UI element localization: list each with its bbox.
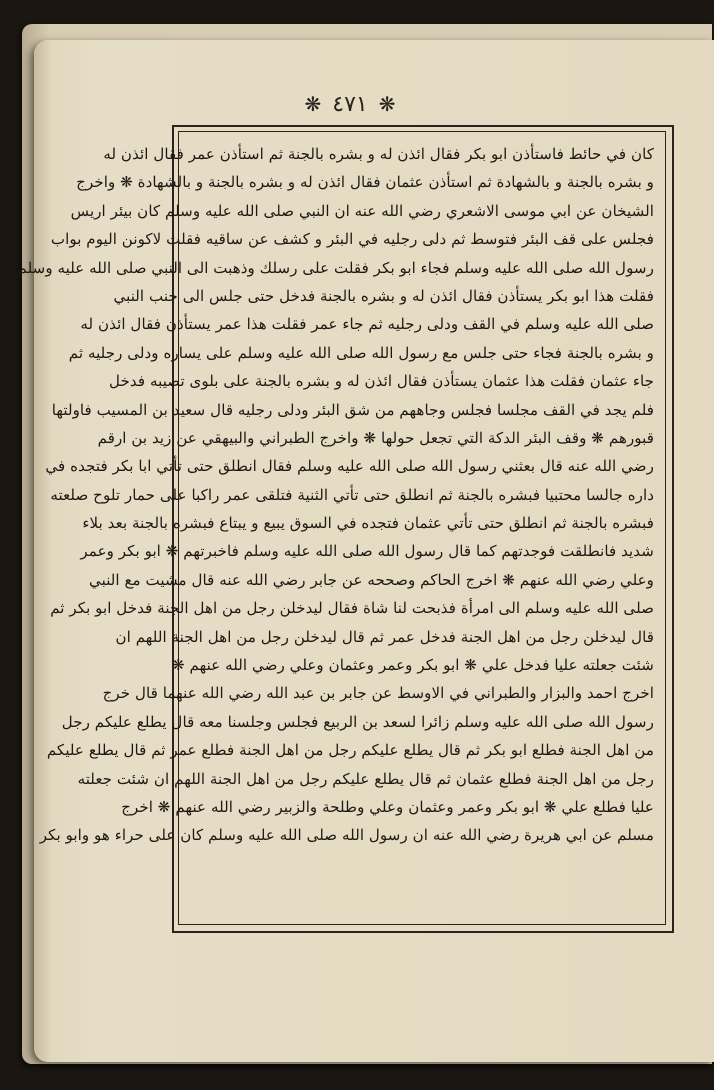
text-line: فلم يجد في القف مجلسا فجلس وجاههم من شق البئر ودلى رجليه قال سعيد بن المسيب فاولتها <box>51 400 654 419</box>
text-line: و بشره بالجنة و بالشهادة ثم استأذن عثمان فقال ائذن له و بشره بالجنة و بالشهادة ❋ واخرج <box>76 173 654 192</box>
text-block <box>17 140 654 922</box>
page-header <box>0 92 700 117</box>
text-line: مسلم عن ابي هريرة رضي الله عنه ان رسول الله صلى الله عليه وسلم كان على حراء هو وابو بكر <box>39 826 654 845</box>
text-line: من اهل الجنة فطلع ابو بكر ثم قال يطلع عليكم رجل من اهل الجنة فطلع عمر ثم قال يطلع عليكم <box>46 741 654 760</box>
text-line: رسول الله صلى الله عليه وسلم فجاء ابو بكر فقلت على رسلك وذهبت الى النبي صلى الله عليه وسلم <box>17 258 654 277</box>
text-line: فبشره بالجنة ثم انطلق حتى تأتي عثمان فتجده في السوق يبيع و يبتاع فبشره بالجنة بعد بلاء <box>82 514 654 533</box>
text-line: فقلت هذا ابو بكر يستأذن فقال ائذن له و بشره بالجنة فدخل حتى جلس الى جنب النبي <box>113 286 654 305</box>
text-line: رسول الله صلى الله عليه وسلم زائرا لسعد بن الربيع فجلس وجلسنا معه قال يطلع عليكم رجل <box>61 712 654 731</box>
text-line: شديد فانطلقت فوجدتهم كما قال رسول الله صلى الله عليه وسلم فاخبرتهم ❋ ابو بكر وعمر <box>80 542 654 561</box>
text-line: صلى الله عليه وسلم الى امرأة فذبحت لنا شاة فقال ليدخلن رجل من اهل الجنة فدخل ابو بكر ثم <box>50 599 654 618</box>
text-line: رجل من اهل الجنة فطلع عثمان ثم قال يطلع عليكم رجل من اهل الجنة اللهم ان شئت جعلته <box>77 769 654 788</box>
ornament-left-icon: ❋ <box>378 92 396 116</box>
page-number: ٤٧١ <box>332 92 368 117</box>
text-line: قبورهم ❋ وقف البئر الدكة التي تجعل حولها ❋ واخرج الطبراني والبيهقي عن زيد بن ارقم <box>97 428 654 447</box>
text-line: و بشره بالجنة فجاء حتى جلس مع رسول الله صلى الله عليه وسلم على يساره ودلى رجليه ثم <box>68 343 654 362</box>
text-line: وعلي رضي الله عنهم ❋ اخرج الحاكم وصححه عن جابر رضي الله عنه قال مشيت مع النبي <box>88 570 654 589</box>
text-line: داره جالسا محتبيا فبشره بالجنة ثم انطلق حتى تأتي الثنية فتلقى عمر راكبا على حمار تلوح صلعته <box>50 485 654 504</box>
text-line: اخرج احمد والبزار والطبراني في الاوسط عن جابر بن عبد الله رضي الله عنهما قال خرج <box>102 684 654 703</box>
text-line: قال ليدخلن رجل من اهل الجنة فدخل عمر ثم قال ليدخلن رجل من اهل الجنة اللهم ان <box>115 627 654 646</box>
ornament-right-icon: ❋ <box>304 92 322 116</box>
text-line: صلى الله عليه وسلم في القف ودلى رجليه ثم جاء عمر فقلت هذا عمر يستأذن فقال ائذن له <box>80 315 654 334</box>
text-line: كان في حائط فاستأذن ابو بكر فقال ائذن له و بشره بالجنة ثم استأذن عمر فقال ائذن له <box>103 145 654 163</box>
text-line: فجلس على قف البئر فتوسط ثم دلى رجليه في البئر و كشف عن ساقيه فقلت لاكونن اليوم بواب <box>50 230 654 249</box>
text-line: الشيخان عن ابي موسى الاشعري رضي الله عنه ان النبي صلى الله عليه وسلم كان بيئر اريس <box>70 201 654 220</box>
text-line: عليا فطلع علي ❋ ابو بكر وعمر وعثمان وعلي وطلحة والزبير رضي الله عنهم ❋ اخرج <box>121 797 654 816</box>
text-line: جاء عثمان فقلت هذا عثمان يستأذن فقال ائذن له و بشره بالجنة على بلوى تصيبه فدخل <box>109 372 654 391</box>
text-line: شئت جعلته عليا فدخل علي ❋ ابو بكر وعمر وعثمان وعلي رضي الله عنهم ❋ <box>171 656 654 675</box>
text-line: رضي الله عنه قال بعثني رسول الله صلى الله عليه وسلم فقال انطلق حتى تأتي ابا بكر فتجده في <box>45 457 654 476</box>
